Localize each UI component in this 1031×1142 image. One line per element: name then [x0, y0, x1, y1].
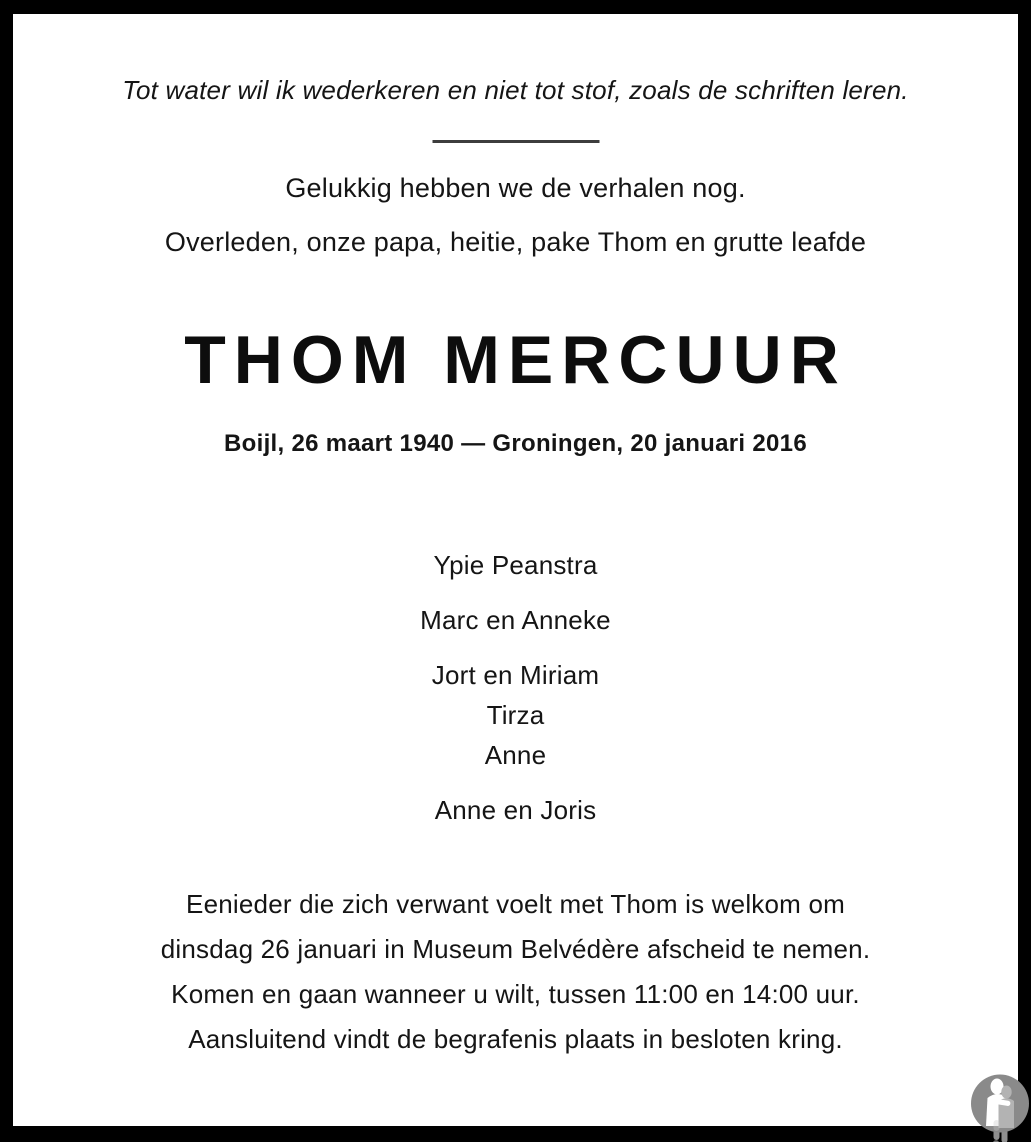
family-name: Marc en Anneke: [420, 605, 611, 635]
intro-line-2: Overleden, onze papa, heitie, pake Thom en grutte leafde: [164, 227, 867, 257]
closing-paragraph: [13, 882, 1018, 1062]
intro-line-1: Gelukkig hebben we de verhalen nog.: [285, 173, 746, 203]
family-name: Ypie Peanstra: [433, 550, 598, 580]
family-group-children-2: [13, 655, 1018, 775]
family-name: Anne en Joris: [434, 795, 597, 825]
family-name: Jort en Miriam: [431, 660, 600, 690]
family-group-children-1: [13, 600, 1018, 640]
embracing-figures-icon: [970, 1074, 1030, 1142]
closing-line: dinsdag 26 januari in Museum Belvédère afscheid te nemen.: [160, 934, 871, 964]
opening-quote: Tot water wil ik wederkeren en niet tot stof, zoals de schriften leren.: [122, 75, 909, 105]
deceased-name: THOM MERCUUR: [184, 322, 847, 398]
birth-death-dates: Boijl, 26 maart 1940 — Groningen, 20 januari 2016: [224, 430, 807, 457]
publisher-logo: [970, 1074, 1030, 1142]
divider-line: [432, 140, 599, 143]
closing-line: Komen en gaan wanneer u wilt, tussen 11:00 en 14:00 uur.: [171, 979, 860, 1009]
family-name: Anne: [484, 740, 547, 770]
closing-line: Aansluitend vindt de begrafenis plaats in besloten kring.: [188, 1024, 843, 1054]
family-group-partner: [13, 545, 1018, 585]
family-group-children-3: [13, 790, 1018, 830]
family-name: Tirza: [486, 700, 545, 730]
closing-line: Eenieder die zich verwant voelt met Thom is welkom om: [186, 889, 845, 919]
obituary-card: [13, 14, 1018, 1126]
